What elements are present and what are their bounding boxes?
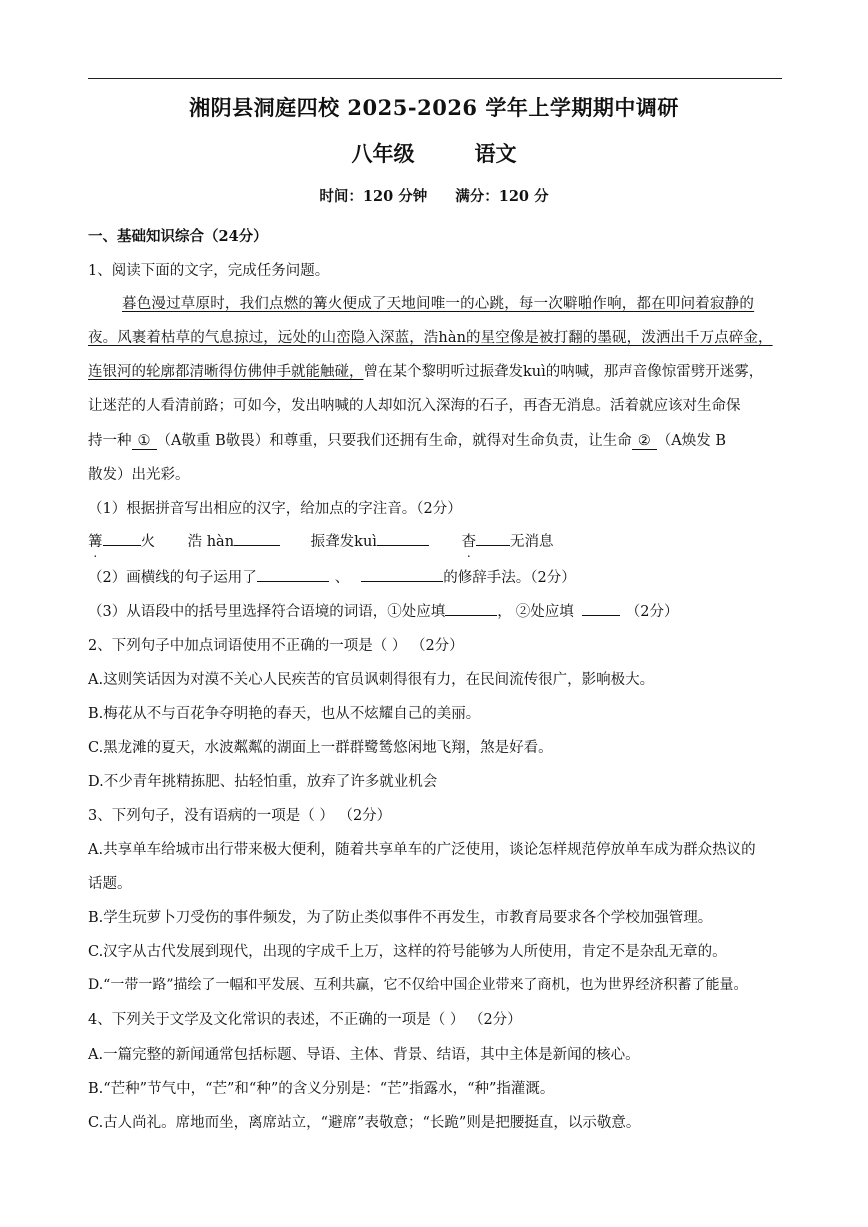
sub3-text-e: （2分） [625, 604, 679, 620]
passage-text-3: 曾在某个黎明听过振聋发kuì的呐喊，那声音像惊雷劈开迷雾， [363, 364, 764, 380]
fill-row [88, 530, 554, 551]
subject-label: 语文 [474, 141, 517, 166]
answer-blank-yao[interactable] [476, 531, 510, 546]
exam-title: 湘阴县洞庭四校 2025-2026 学年上学期期中调研 [189, 95, 679, 120]
question-4-option-b: B.“芒种”节气中，“芒”和“种”的含义分别是：“芒”指露水，“种”指灌溉。 [88, 1081, 555, 1097]
exam-meta [0, 185, 868, 206]
exam-subtitle [0, 138, 868, 168]
question-1-prompt: 1、阅读下面的文字，完成任务问题。 [88, 263, 330, 279]
passage-line-5 [88, 429, 726, 450]
passage-line-2 [88, 326, 773, 347]
answer-blank-rhetoric-1[interactable] [257, 567, 329, 582]
sub3-text-a: （3）从语段中的括号里选择符合语境的词语， [88, 604, 388, 620]
fill-hao-han: 浩 hàn [187, 534, 235, 550]
passage-underlined-3: 连银河的轮廓都清晰得仿佛伸手就能触碰， [88, 364, 364, 380]
grade-label: 八年级 [351, 141, 415, 166]
passage-underlined-1: 暮色漫过草原时，我们点燃的篝火便成了天地间唯一的心跳，每一次噼啪作响，都在叩问着寂静的 [122, 296, 755, 312]
sub2-text-c: 的修辞手法。（2分） [443, 570, 576, 586]
passage-text-5b: （A敬重 B敬畏）和尊重，只要我们还拥有生命，就得对生命负责，让生命 [156, 433, 632, 449]
sub-question-1: （1）根据拼音写出相应的汉字，给加点的字注音。（2分） [88, 501, 462, 517]
sub-question-2 [88, 566, 576, 587]
fill-char-yao: 杳 [461, 534, 477, 550]
question-3-option-c: C.汉字从古代发展到现代，出现的字成千上万，这样的符号能够为人所使用，肯定不是杂乱无章的。 [88, 944, 727, 960]
sub3-text-d: ②处应填 [515, 604, 574, 620]
question-2-option-d: D.不少青年挑精拣肥、拈轻怕重，放弃了许多就业机会 [88, 774, 438, 790]
passage-line-6: 散发）出光彩。 [88, 467, 190, 483]
question-2-option-b: B.梅花从不与百花争夺明艳的春天，也从不炫耀自己的美丽。 [88, 706, 481, 722]
question-2-option-a: A.这则笑话因为对漠不关心人民疾苦的官员讽刺得很有力，在民间流传很广，影响极大。 [88, 672, 655, 688]
blank-2: ② [632, 433, 657, 450]
sub3-text-c: ， [497, 604, 512, 620]
fill-char-huo: 火 [140, 534, 155, 550]
sub3-text-b: ①处应填 [387, 604, 446, 620]
fill-char-gou: 篝 [88, 534, 103, 550]
section-heading: 一、基础知识综合（24分） [88, 228, 268, 245]
question-3-option-b: B.学生玩萝卜刀受伤的事件频发，为了防止类似事件不再发生，市教育局要求各个学校加强管理。 [88, 910, 713, 926]
passage-text-5a: 持一种 [88, 433, 132, 449]
question-4-option-a: A.一篇完整的新闻通常包括标题、导语、主体、背景、结语，其中主体是新闻的核心。 [88, 1047, 640, 1063]
answer-blank-word-1[interactable] [445, 601, 497, 616]
question-3-option-a-line-1: A.共享单车给城市出行带来极大便利，随着共享单车的广泛使用，谈论怎样规范停放单车成为群众热议的 [88, 842, 756, 858]
sub2-text-a: （2）画横线的句子运用了 [88, 570, 257, 586]
answer-blank-kui[interactable] [377, 531, 429, 546]
answer-blank-han[interactable] [234, 531, 280, 546]
passage-line-1 [122, 292, 754, 313]
question-3-prompt: 3、下列句子，没有语病的一项是（ ） （2分） [88, 808, 392, 824]
answer-blank-word-2[interactable] [582, 601, 620, 616]
passage-line-3 [88, 360, 763, 381]
question-2-option-c: C.黑龙滩的夏天，水波粼粼的湖面上一群群鹭鸶悠闲地飞翔，煞是好看。 [88, 740, 553, 756]
fill-kui: 振聋发kuì [310, 534, 377, 550]
passage-underlined-2: 夜。风裹着枯草的气息掠过，远处的山峦隐入深蓝，浩hàn的星空像是被打翻的墨砚，泼洒出千万点碎金， [88, 330, 773, 346]
question-4-option-c: C.古人尚礼。席地而坐，离席站立，“避席”表敬意；“长跪”则是把腰挺直，以示敬意。 [88, 1115, 641, 1131]
sub2-separator: 、 [334, 570, 350, 586]
question-4-prompt: 4、下列关于文学及文化常识的表述，不正确的一项是（ ） （2分） [88, 1012, 522, 1028]
time-label: 时间：120 分钟 [319, 188, 428, 205]
answer-blank-gou[interactable] [103, 531, 141, 546]
blank-1: ① [132, 433, 157, 450]
answer-blank-rhetoric-2[interactable] [361, 567, 443, 582]
question-2-prompt: 2、下列句子中加点词语使用不正确的一项是（ ） （2分） [88, 638, 464, 654]
sub-question-3 [88, 600, 678, 621]
passage-line-4: 让迷茫的人看清前路；可如今，发出呐喊的人却如沉入深海的石子，再杳无消息。活着就应该对生命保 [88, 398, 741, 414]
score-label: 满分：120 分 [455, 188, 549, 205]
question-3-option-a-line-2: 话题。 [88, 876, 132, 892]
question-3-option-d: D.“一带一路”描绘了一幅和平发展、互利共赢，它不仅给中国企业带来了商机，也为世界经济积蓄了能量。 [88, 977, 748, 993]
fill-text-yao: 无消息 [510, 534, 554, 550]
passage-text-5c: （A焕发 B [656, 433, 726, 449]
header-rule [88, 78, 782, 79]
